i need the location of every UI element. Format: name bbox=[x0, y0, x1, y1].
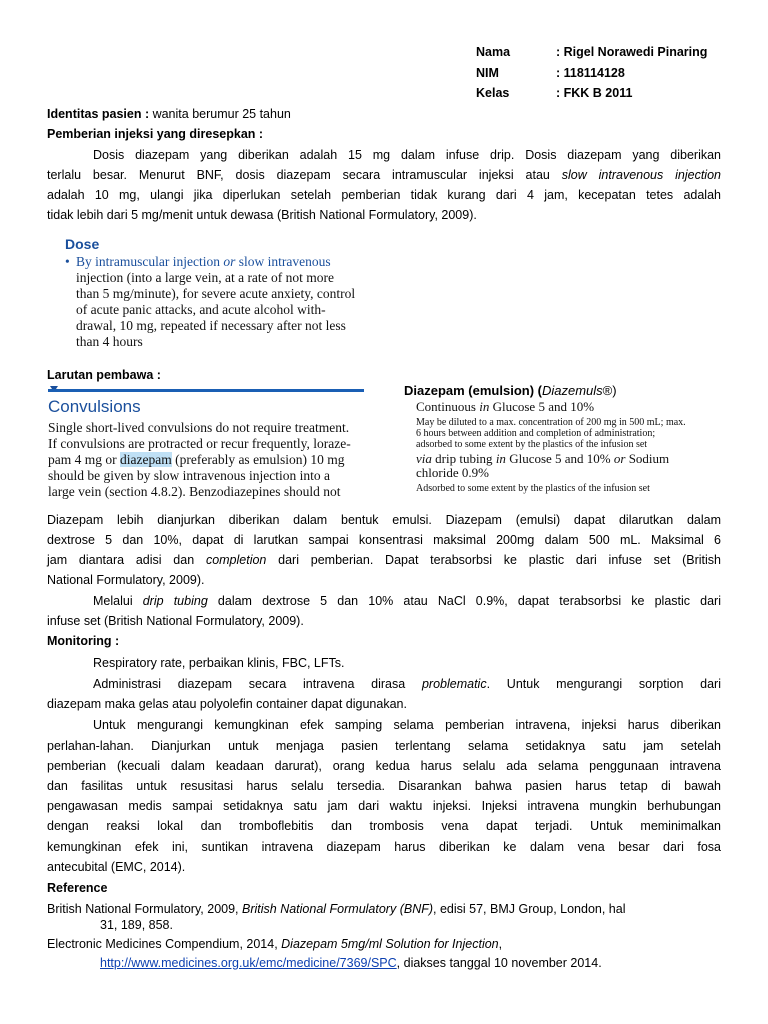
larutan-heading: Larutan pembawa : bbox=[47, 368, 161, 382]
pemberian-p1-l3: adalah 10 mg, ulangi jika diperlukan setelah pemberian tidak kurang dari 4 jam, kecepatan tetes adalah bbox=[47, 188, 721, 202]
m3-l2: perlahan-lahan. Dianjurkan untuk menjaga pasien terlentang selama setidaknya satu jam setelah bbox=[47, 739, 721, 753]
m2-l1a: Administrasi diazepam secara intravena dirasa bbox=[93, 677, 422, 691]
dose-line-4: of acute panic attacks, and acute alcohol with- bbox=[76, 302, 326, 317]
conv-line-5: large vein (section 4.8.2). Benzodiazepines should not bbox=[48, 484, 341, 499]
conv-line-2: If convulsions are protracted or recur frequently, loraze- bbox=[48, 436, 351, 451]
pemberian-p1-l2-text: terlalu besar. Menurut BNF, dosis diazepam secara intramuscular injeksi atau bbox=[47, 168, 562, 182]
em-l2c: in bbox=[495, 451, 506, 466]
conv-l3c: (preferably as emulsion) 10 mg bbox=[171, 452, 345, 467]
m3-l1: Untuk mengurangi kemungkinan efek samping selama pemberian intravena, injeksi harus diberikan bbox=[93, 718, 721, 732]
em-l1c: Glucose 5 and 10% bbox=[489, 399, 595, 414]
reference-heading: Reference bbox=[47, 881, 108, 895]
nama-value: : Rigel Norawedi Pinaring bbox=[556, 45, 708, 59]
m3-l6: dengan reaksi lokal dan tromboflebitis dan trombosis vena dapat terjadi. Untuk meminimalkan bbox=[47, 819, 721, 833]
dose-line-2: injection (into a large vein, at a rate of not more bbox=[76, 270, 335, 285]
em-small-1: May be diluted to a max. concentration of 200 mg in 500 mL; max. bbox=[416, 417, 686, 428]
emulsion-title-a: Diazepam (emulsion) ( bbox=[404, 383, 542, 398]
em-l2e: or bbox=[613, 451, 626, 466]
emulsion-title-c: ®) bbox=[602, 383, 617, 398]
m3-l5: pengawasan medis sampai setidaknya satu jam dari waktu injeksi. Injeksi intravena mungkin berhubungan bbox=[47, 799, 721, 813]
pemberian-p1-l2 bbox=[47, 168, 721, 183]
convulsions-title: Convulsions bbox=[48, 397, 141, 416]
ref-1-pages: 31, 189, 858. bbox=[100, 918, 173, 932]
em-l1a: Continuous bbox=[416, 399, 480, 414]
ref2-title: Diazepam 5mg/ml Solution for Injection bbox=[281, 937, 499, 951]
m3-l3: pemberian (kecuali dalam keadaan darurat), orang kedua harus selalu ada selama penggunaan intravena bbox=[47, 759, 721, 773]
pemberian-p1-l4: tidak lebih dari 5 mg/menit untuk dewasa (British National Formulatory, 2009). bbox=[47, 208, 477, 222]
identitas-value: wanita berumur 25 tahun bbox=[149, 107, 291, 121]
kelas-value: : FKK B 2011 bbox=[556, 86, 633, 100]
ref1-c: , edisi 57, BMJ Group, London, hal bbox=[433, 902, 626, 916]
m1: Respiratory rate, perbaikan klinis, FBC, LFTs. bbox=[93, 656, 345, 670]
p2-l4: National Formulatory, 2009). bbox=[47, 573, 205, 587]
ref-2 bbox=[47, 937, 502, 952]
p2-l1: Diazepam lebih dianjurkan diberikan dalam bentuk emulsi. Diazepam (emulsi) dapat dilarutkan dalam bbox=[47, 513, 721, 527]
p2-l3a: jam diantara adisi dan bbox=[47, 553, 206, 567]
ref-1 bbox=[47, 902, 626, 917]
em-line-2 bbox=[416, 452, 736, 466]
emulsion-title bbox=[404, 383, 617, 398]
conv-line-1: Single short-lived convulsions do not require treatment. bbox=[48, 420, 350, 435]
m2-l1c: . Untuk mengurangi sorption dari bbox=[486, 677, 721, 691]
identitas-line bbox=[47, 107, 291, 122]
nim-label: NIM bbox=[476, 66, 499, 80]
p3-l1 bbox=[93, 594, 721, 609]
ref-2-link-line bbox=[100, 956, 602, 971]
em-l2d: Glucose 5 and 10% bbox=[505, 451, 614, 466]
m3-l8: antecubital (EMC, 2014). bbox=[47, 860, 186, 874]
em-small-2: 6 hours between addition and completion of administration; bbox=[416, 428, 656, 439]
emulsion-text bbox=[416, 400, 736, 494]
p3-l2: infuse set (British National Formulatory, 2009). bbox=[47, 614, 304, 628]
dose-l1c: slow intravenous bbox=[235, 254, 331, 269]
identitas-label: Identitas pasien : bbox=[47, 107, 150, 121]
p2-l3 bbox=[47, 553, 721, 568]
p2-l2: dextrose 5 dan 10%, dapat di larutkan sampai konsentrasi maksimal 200mg dalam 500 mL. Maksimal 6 bbox=[47, 533, 721, 547]
p2-l3b: completion bbox=[205, 553, 267, 567]
dose-text bbox=[76, 254, 416, 350]
m3-l4: dan fasilitas untuk resusitasi harus selalu tersedia. Disarankan bahwa pasien harus tetap di bawah bbox=[47, 779, 721, 793]
em-l1b: in bbox=[479, 399, 490, 414]
em-l2a: via bbox=[416, 451, 432, 466]
monitoring-heading: Monitoring : bbox=[47, 634, 120, 648]
dose-l1b: or bbox=[223, 254, 236, 269]
conv-line-3 bbox=[48, 452, 366, 468]
dose-line-6: than 4 hours bbox=[76, 334, 143, 349]
dose-line-5: drawal, 10 mg, repeated if necessary after not less bbox=[76, 318, 346, 333]
m3-l7: kemungkinan efek ini, suntikan intravena diazepam harus diberikan ke dalam vena besar dari fosa bbox=[47, 840, 721, 854]
conv-l3a: pam 4 mg or bbox=[48, 452, 120, 467]
kelas-label: Kelas bbox=[476, 86, 510, 100]
pemberian-p1-l2-italic: slow intravenous injection bbox=[561, 168, 721, 182]
ref1-title: British National Formulatory (BNF) bbox=[242, 902, 434, 916]
m2-l1b: problematic bbox=[421, 677, 487, 691]
em-small-3: adsorbed to some extent by the plastics of the infusion set bbox=[416, 439, 648, 450]
em-small-4: Adsorbed to some extent by the plastics of the infusion set bbox=[416, 483, 650, 494]
ref2-c: , bbox=[498, 937, 503, 951]
em-line-3: chloride 0.9% bbox=[416, 465, 489, 480]
nama-label: Nama bbox=[476, 45, 511, 59]
dose-l1a: By intramuscular injection bbox=[76, 254, 224, 269]
dose-bullet-icon: • bbox=[65, 254, 70, 269]
em-l2b: drip tubing bbox=[431, 451, 496, 466]
pemberian-heading: Pemberian injeksi yang diresepkan : bbox=[47, 127, 264, 141]
p3-l1a: Melalui bbox=[93, 594, 143, 608]
nim-value: : 118114128 bbox=[556, 66, 625, 80]
dose-line-1 bbox=[76, 254, 416, 270]
convulsions-rule bbox=[48, 389, 364, 392]
conv-highlight: diazepam bbox=[120, 452, 172, 467]
ref1-a: British National Formulatory, 2009, bbox=[47, 902, 242, 916]
emc-link[interactable]: http://www.medicines.org.uk/emc/medicine/7369/SPC bbox=[100, 956, 397, 970]
p2-l3c: dari pemberian. Dapat terabsorbsi ke plastic dari infuse set (British bbox=[266, 553, 721, 567]
em-line-1 bbox=[416, 400, 736, 414]
conv-line-4: should be given by slow intravenous injection into a bbox=[48, 468, 330, 483]
ref2-a: Electronic Medicines Compendium, 2014, bbox=[47, 937, 282, 951]
emulsion-title-b: Diazemuls bbox=[541, 383, 603, 398]
em-l2f: Sodium bbox=[625, 451, 670, 466]
p3-l1c: dalam dextrose 5 dan 10% atau NaCl 0.9%, dapat terabsorbsi ke plastic dari bbox=[207, 594, 721, 608]
convulsions-text bbox=[48, 420, 366, 500]
m2-l2: diazepam maka gelas atau polyolefin container dapat digunakan. bbox=[47, 697, 407, 711]
ref2-d: , diakses tanggal 10 november 2014. bbox=[396, 956, 602, 970]
p3-l1b: drip tubing bbox=[142, 594, 208, 608]
dose-title: Dose bbox=[65, 236, 100, 252]
dose-line-3: than 5 mg/minute), for severe acute anxiety, control bbox=[76, 286, 356, 301]
m2-l1 bbox=[93, 677, 721, 692]
pemberian-p1-l1: Dosis diazepam yang diberikan adalah 15 mg dalam infuse drip. Dosis diazepam yang diberikan bbox=[93, 148, 721, 162]
